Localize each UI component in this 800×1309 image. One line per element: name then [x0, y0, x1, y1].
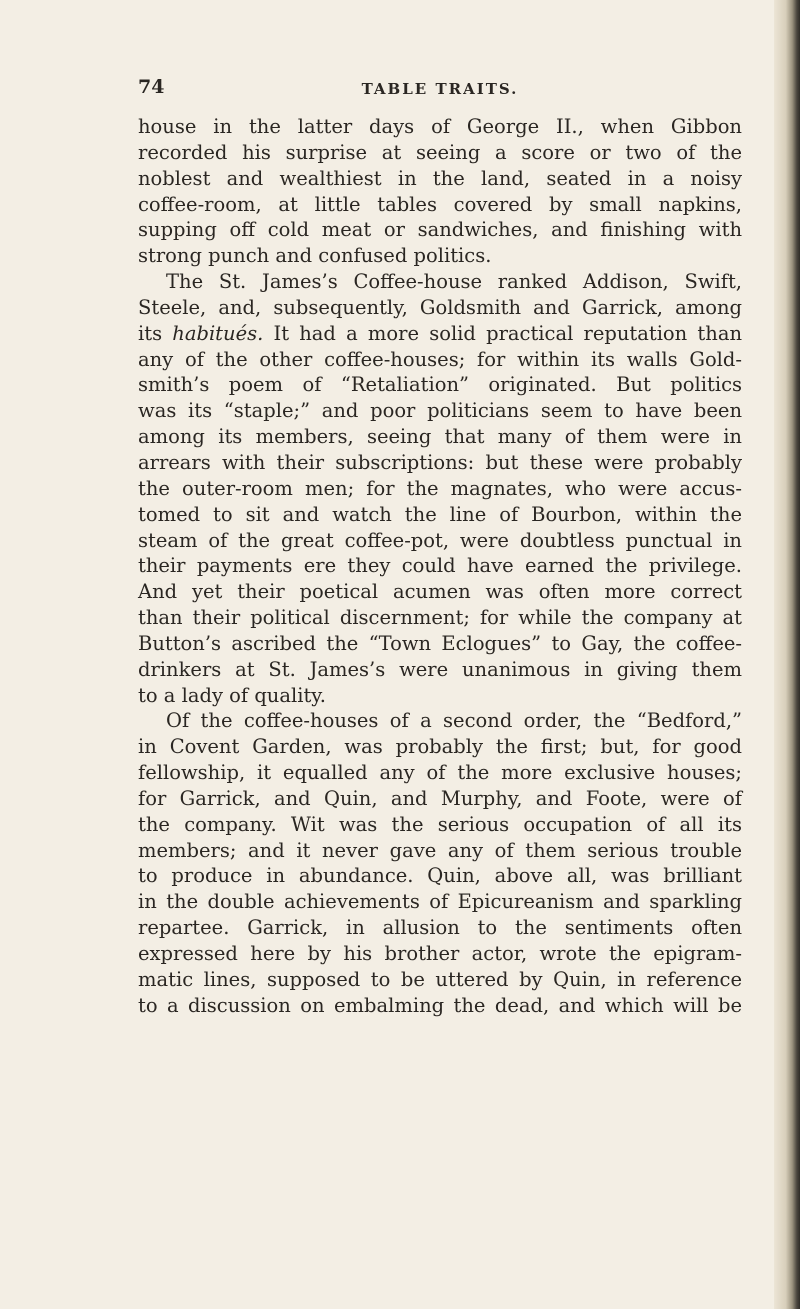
text-segment: It had a more solid practical reputation than: [263, 321, 742, 345]
page-edge-shadow: [774, 0, 800, 1309]
text-line: than their political discernment; for while the company at: [138, 606, 742, 630]
text-line: for Garrick, and Quin, and Murphy, and Foote, were of: [138, 786, 742, 810]
text-segment: its: [138, 321, 173, 345]
text-line: arrears with their subscriptions: but these were probably: [138, 450, 742, 474]
body-text: [138, 114, 742, 1019]
text-line: in the double achievements of Epicureanism and sparkling: [138, 890, 742, 914]
text-line: coffee-room, at little tables covered by small napkins,: [138, 192, 742, 216]
text-line: drinkers at St. James’s were unanimous in giving them: [138, 657, 742, 681]
text-line: strong punch and confused politics.: [138, 244, 492, 268]
text-line: smith’s poem of “Retaliation” originated. But politics: [138, 373, 742, 397]
text-line: tomed to sit and watch the line of Bourbon, within the: [138, 502, 742, 526]
text-line: Button’s ascribed the “Town Eclogues” to Gay, the coffee-: [138, 631, 742, 655]
text-line: among its members, seeing that many of them were in: [138, 425, 742, 449]
running-head: TABLE TRAITS.: [361, 80, 519, 98]
text-line: in Covent Garden, was probably the first; but, for good: [138, 735, 742, 759]
text-line: [138, 321, 742, 347]
text-line: any of the other coffee-houses; for within its walls Gold-: [138, 347, 742, 371]
text-line: And yet their poetical acumen was often more correct: [138, 580, 742, 604]
text-line: Steele, and, subsequently, Goldsmith and Garrick, among: [138, 295, 742, 319]
text-line: the company. Wit was the serious occupation of all its: [138, 812, 742, 836]
text-line: Of the coffee-houses of a second order, the “Bedford,”: [166, 709, 742, 733]
page-header: [138, 76, 742, 104]
text-line: members; and it never gave any of them serious trouble: [138, 838, 742, 862]
text-line: fellowship, it equalled any of the more exclusive houses;: [138, 761, 742, 785]
italic-word: habitués.: [172, 321, 264, 345]
text-line: steam of the great coffee-pot, were doubtless punctual in: [138, 528, 742, 552]
text-line: their payments ere they could have earned the privilege.: [138, 554, 742, 578]
text-line: The St. James’s Coffee-house ranked Addison, Swift,: [166, 270, 742, 294]
text-line: the outer-room men; for the magnates, who were accus-: [138, 476, 742, 500]
page-number: 74: [138, 76, 165, 98]
text-line: supping off cold meat or sandwiches, and finishing with: [138, 218, 742, 242]
text-line: matic lines, supposed to be uttered by Quin, in reference: [138, 967, 742, 991]
text-line: house in the latter days of George II., when Gibbon: [138, 115, 742, 138]
text-line: to a discussion on embalming the dead, and which will be: [138, 993, 742, 1017]
text-line: recorded his surprise at seeing a score or two of the: [138, 140, 742, 164]
text-line: to produce in abundance. Quin, above all, was brilliant: [138, 864, 742, 888]
text-line: expressed here by his brother actor, wrote the epigram-: [138, 942, 742, 965]
text-line: to a lady of quality.: [138, 683, 326, 707]
text-line: was its “staple;” and poor politicians seem to have been: [138, 399, 742, 423]
text-line: repartee. Garrick, in allusion to the sentiments often: [138, 916, 742, 940]
text-line: noblest and wealthiest in the land, seated in a noisy: [138, 166, 742, 190]
